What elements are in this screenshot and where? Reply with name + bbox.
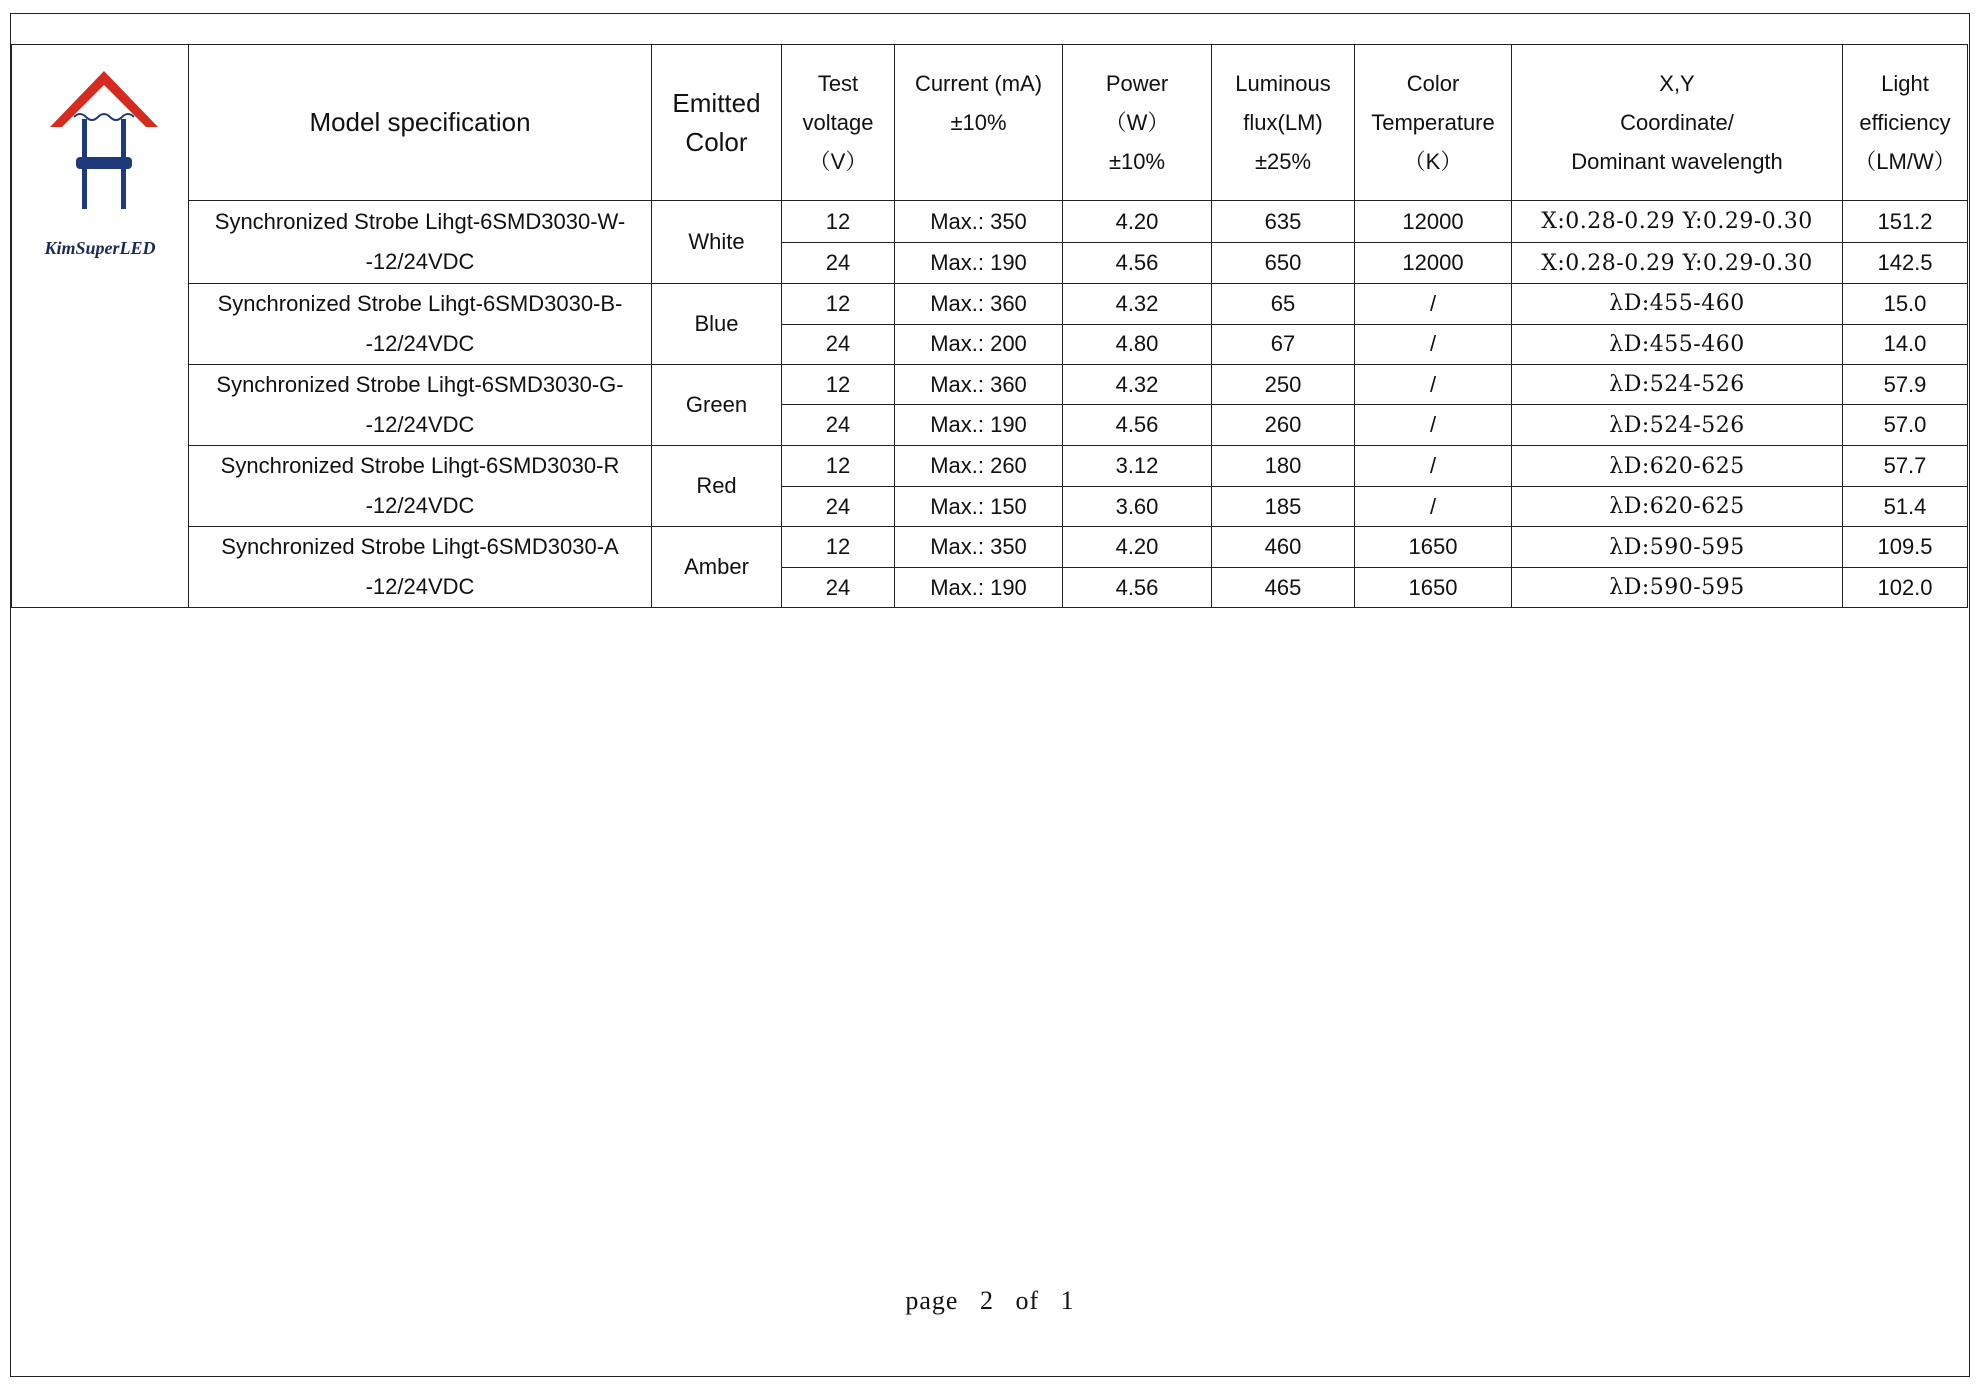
- current-cell: Max.: 150: [895, 487, 1063, 527]
- spec-table: [11, 44, 1968, 608]
- color-temperature-cell: /: [1355, 487, 1512, 527]
- power-cell: 4.56: [1063, 568, 1212, 608]
- coordinate-cell: λD:620-625: [1512, 446, 1843, 487]
- coordinate-cell: λD:455-460: [1512, 324, 1843, 365]
- light-efficiency-cell: 57.0: [1843, 405, 1968, 446]
- power-cell: 4.32: [1063, 284, 1212, 325]
- color-temperature-cell: /: [1355, 446, 1512, 487]
- test-voltage-cell: 24: [782, 324, 895, 365]
- coordinate-cell: λD:524-526: [1512, 365, 1843, 405]
- logo-cell: [12, 45, 189, 608]
- coordinate-cell: λD:590-595: [1512, 527, 1843, 568]
- header-emitted-color: Emitted Color: [652, 45, 782, 201]
- light-efficiency-cell: 51.4: [1843, 487, 1968, 527]
- test-voltage-cell: 24: [782, 487, 895, 527]
- emitted-color-cell: White: [652, 201, 782, 284]
- header-test-voltage: Test voltage （V）: [782, 45, 895, 201]
- light-efficiency-cell: 14.0: [1843, 324, 1968, 365]
- model-line-1: Synchronized Strobe Lihgt-6SMD3030-A: [221, 534, 619, 559]
- power-cell: 4.80: [1063, 324, 1212, 365]
- header-current: Current (mA) ±10%: [895, 45, 1063, 201]
- table-row: [12, 527, 1968, 568]
- color-temperature-cell: /: [1355, 324, 1512, 365]
- test-voltage-cell: 24: [782, 243, 895, 284]
- header-row: [12, 45, 1968, 201]
- color-temperature-cell: 1650: [1355, 568, 1512, 608]
- light-efficiency-cell: 57.9: [1843, 365, 1968, 405]
- test-voltage-cell: 12: [782, 365, 895, 405]
- power-cell: 4.56: [1063, 243, 1212, 284]
- current-cell: Max.: 360: [895, 365, 1063, 405]
- luminous-flux-cell: 465: [1212, 568, 1355, 608]
- luminous-flux-cell: 185: [1212, 487, 1355, 527]
- color-temperature-cell: /: [1355, 284, 1512, 325]
- coordinate-cell: λD:524-526: [1512, 405, 1843, 446]
- power-cell: 3.12: [1063, 446, 1212, 487]
- color-temperature-cell: 12000: [1355, 243, 1512, 284]
- coordinate-cell: λD:590-595: [1512, 568, 1843, 608]
- emitted-color-cell: Blue: [652, 284, 782, 365]
- test-voltage-cell: 12: [782, 446, 895, 487]
- current-cell: Max.: 200: [895, 324, 1063, 365]
- current-cell: Max.: 190: [895, 405, 1063, 446]
- model-cell: [189, 446, 652, 527]
- emitted-color-cell: Red: [652, 446, 782, 527]
- header-light-efficiency: Light efficiency （LM/W）: [1843, 45, 1968, 201]
- test-voltage-cell: 24: [782, 405, 895, 446]
- test-voltage-cell: 24: [782, 568, 895, 608]
- current-cell: Max.: 190: [895, 568, 1063, 608]
- emitted-color-cell: Green: [652, 365, 782, 446]
- table-row: [12, 446, 1968, 487]
- model-line-1: Synchronized Strobe Lihgt-6SMD3030-B-: [217, 291, 623, 316]
- coordinate-cell: X:0.28-0.29 Y:0.29-0.30: [1512, 201, 1843, 243]
- light-efficiency-cell: 15.0: [1843, 284, 1968, 325]
- test-voltage-cell: 12: [782, 284, 895, 325]
- luminous-flux-cell: 250: [1212, 365, 1355, 405]
- current-cell: Max.: 350: [895, 201, 1063, 243]
- header-model: Model specification: [189, 45, 652, 201]
- color-temperature-cell: 1650: [1355, 527, 1512, 568]
- model-line-1: Synchronized Strobe Lihgt-6SMD3030-R: [220, 453, 620, 478]
- light-efficiency-cell: 57.7: [1843, 446, 1968, 487]
- model-line-2: -12/24VDC: [365, 331, 475, 356]
- power-cell: 3.60: [1063, 487, 1212, 527]
- luminous-flux-cell: 260: [1212, 405, 1355, 446]
- light-efficiency-cell: 151.2: [1843, 201, 1968, 243]
- model-line-2: -12/24VDC: [365, 412, 475, 437]
- power-cell: 4.32: [1063, 365, 1212, 405]
- model-line-2: -12/24VDC: [365, 249, 475, 274]
- model-cell: [189, 365, 652, 446]
- luminous-flux-cell: 460: [1212, 527, 1355, 568]
- coordinate-cell: λD:620-625: [1512, 487, 1843, 527]
- luminous-flux-cell: 67: [1212, 324, 1355, 365]
- model-line-2: -12/24VDC: [365, 574, 475, 599]
- power-cell: 4.20: [1063, 527, 1212, 568]
- current-cell: Max.: 360: [895, 284, 1063, 325]
- luminous-flux-cell: 635: [1212, 201, 1355, 243]
- test-voltage-cell: 12: [782, 201, 895, 243]
- color-temperature-cell: /: [1355, 365, 1512, 405]
- luminous-flux-cell: 650: [1212, 243, 1355, 284]
- emitted-color-cell: Amber: [652, 527, 782, 608]
- light-efficiency-cell: 102.0: [1843, 568, 1968, 608]
- house-logo-icon: [12, 45, 189, 225]
- page-number: page 2 of 1: [905, 1286, 1075, 1315]
- header-coordinate: X,Y Coordinate/ Dominant wavelength: [1512, 45, 1843, 201]
- table-row: [12, 365, 1968, 405]
- header-power: Power （W） ±10%: [1063, 45, 1212, 201]
- current-cell: Max.: 190: [895, 243, 1063, 284]
- light-efficiency-cell: 109.5: [1843, 527, 1968, 568]
- kimsuperled-logo: [12, 45, 188, 258]
- table-row: [12, 201, 1968, 243]
- power-cell: 4.20: [1063, 201, 1212, 243]
- current-cell: Max.: 350: [895, 527, 1063, 568]
- model-cell: [189, 284, 652, 365]
- model-line-1: Synchronized Strobe Lihgt-6SMD3030-G-: [216, 372, 624, 397]
- current-cell: Max.: 260: [895, 446, 1063, 487]
- light-efficiency-cell: 142.5: [1843, 243, 1968, 284]
- logo-text: KimSuperLED: [44, 238, 156, 258]
- test-voltage-cell: 12: [782, 527, 895, 568]
- model-cell: [189, 527, 652, 608]
- luminous-flux-cell: 180: [1212, 446, 1355, 487]
- model-cell: [189, 201, 652, 284]
- model-line-1: Synchronized Strobe Lihgt-6SMD3030-W-: [214, 209, 626, 234]
- model-line-2: -12/24VDC: [365, 493, 475, 518]
- color-temperature-cell: 12000: [1355, 201, 1512, 243]
- header-color-temperature: Color Temperature （K）: [1355, 45, 1512, 201]
- power-cell: 4.56: [1063, 405, 1212, 446]
- coordinate-cell: X:0.28-0.29 Y:0.29-0.30: [1512, 243, 1843, 284]
- color-temperature-cell: /: [1355, 405, 1512, 446]
- table-row: [12, 284, 1968, 325]
- luminous-flux-cell: 65: [1212, 284, 1355, 325]
- header-luminous-flux: Luminous flux(LM) ±25%: [1212, 45, 1355, 201]
- coordinate-cell: λD:455-460: [1512, 284, 1843, 325]
